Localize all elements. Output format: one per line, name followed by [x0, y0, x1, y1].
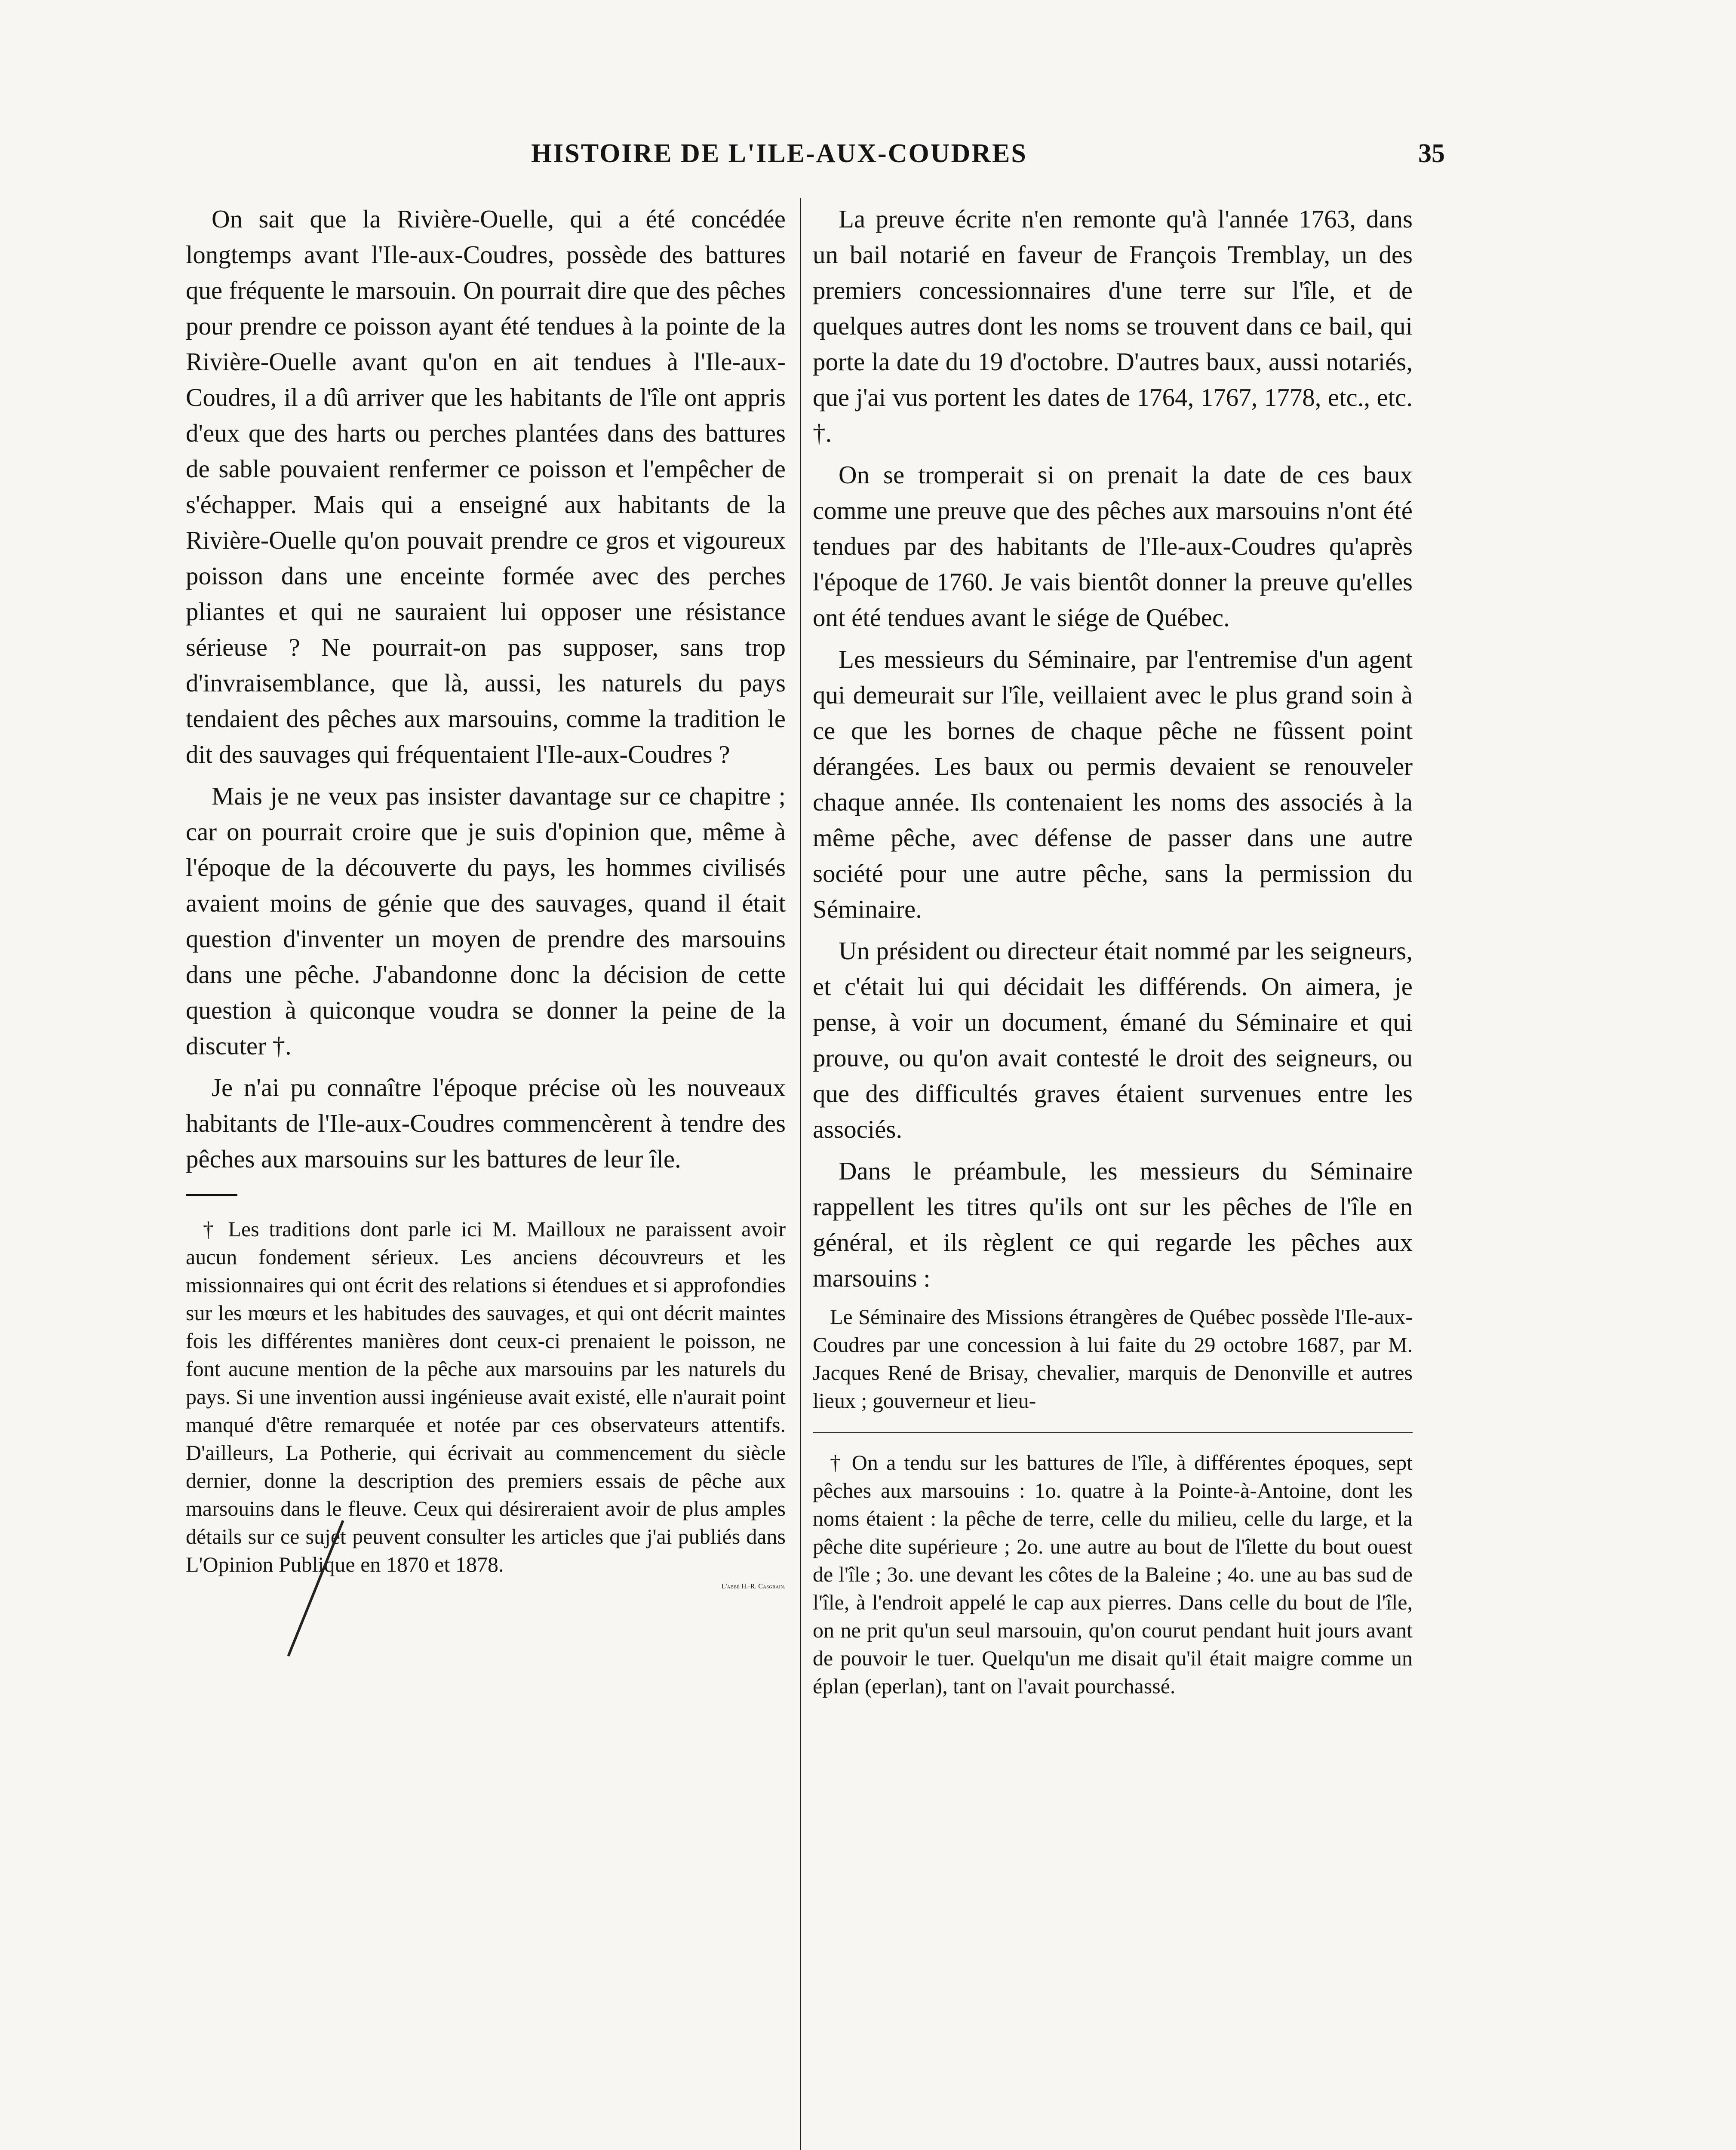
paragraph: Je n'ai pu connaître l'époque précise où les nouveaux habitants de l'Ile-aux-Coudres commencèrent à tendre des pêches aux marsouins sur les battures de leur île.: [186, 1073, 786, 1173]
paragraph: Un président ou directeur était nommé par les seigneurs, et c'était lui qui décidait les différends. On aimera, je pense, à voir un document, émané du Séminaire et qui prouve, ou qu'on avait contesté le droit des seigneurs, ou que des difficultés graves étaient survenues entre les associés.: [813, 937, 1413, 1143]
quoted-document: [813, 1303, 1413, 1415]
footnote-text: † On a tendu sur les battures de l'île, à différentes époques, sept pêches aux marsouins : 1o. quatre à la Pointe-à-Antoine, dont les noms étaient : la pêche de terre, celle du milieu, celle du large, et la pêche dite supérieure ; 2o. une autre au bout de l'îlette du bout ouest de l'île ; 3o. une devant les côtes de la Baleine ; 4o. une au bas sud de l'île, à l'endroit appelé le cap aux pierres. Dans celle du bout de l'île, on ne prit qu'un seul marsouin, qu'on courut pendant huit jours avant de pouvoir le tuer. Quelqu'un me disait qu'il était maigre comme un éplan (eperlan), tant on l'avait pourchassé.: [813, 1450, 1413, 1698]
left-footnote: [186, 1215, 786, 1591]
footnote-signature: L'abbé H.-R. Casgrain.: [721, 1583, 786, 1590]
right-footnote: [813, 1449, 1413, 1700]
footnote-separator: [186, 1194, 237, 1196]
page-number: 35: [1418, 139, 1445, 168]
right-column: [813, 201, 1413, 1705]
paragraph: Les messieurs du Séminaire, par l'entremise d'un agent qui demeurait sur l'île, veillaient avec le plus grand soin à ce que les bornes de chaque pêche ne fûssent point dérangées. Les baux ou permis devaient se renouveler chaque année. Ils contenaient les noms des associés à la même pêche, avec défense de passer dans une autre société pour une autre pêche, sans la permission du Séminaire.: [813, 645, 1413, 923]
paragraph: On sait que la Rivière-Ouelle, qui a été concédée longtemps avant l'Ile-aux-Coudres, possède des battures que fréquente le marsouin. On pourrait dire que des pêches pour prendre ce poisson ayant été tendues à la pointe de la Rivière-Ouelle avant qu'on en ait tendues à l'Ile-aux-Coudres, il a dû arriver que les habitants de l'île ont appris d'eux que des harts ou perches plantées dans des battures de sable pouvaient renfermer ce poisson et l'empêcher de s'échapper. Mais qui a enseigné aux habitants de la Rivière-Ouelle qu'on pouvait prendre ce gros et vigoureux poisson dans une enceinte formée avec des perches pliantes et qui ne sauraient lui opposer une résistance sérieuse ? Ne pourrait-on pas supposer, sans trop d'invraisemblance, que là, aussi, les naturels du pays tendaient des pêches aux marsouins, comme la tradition le dit des sauvages qui fréquentaient l'Ile-aux-Coudres ?: [186, 205, 786, 768]
running-header: [185, 138, 1445, 177]
right-body: [813, 201, 1413, 1296]
paragraph: On se tromperait si on prenait la date de ces baux comme une preuve que des pêches aux marsouins n'ont été tendues par des habitants de l'Ile-aux-Coudres qu'après l'époque de 1760. Je vais bientôt donner la preuve qu'elles ont été tendues avant le siége de Québec.: [813, 461, 1413, 632]
footnote-text: † Les traditions dont parle ici M. Mailloux ne paraissent avoir aucun fondement sérieux. Les anciens découvreurs et les missionnaires qui ont écrit des relations si étendues et si approfondies sur les mœurs et les habitudes des sauvages, et qui ont décrit maintes fois les différentes manières dont ceux-ci prenaient le poisson, ne font aucune mention de la pêche aux marsouins par les naturels du pays. Si une invention aussi ingénieuse avait existé, elle n'aurait point manqué d'être remarquée et notée par ces observateurs attentifs. D'ailleurs, La Potherie, qui écrivait au commencement du siècle dernier, donne la description des premiers essais de pêche aux marsouins dans le fleuve. Ceux qui désireraient avoir de plus amples détails sur ce sujet peuvent consulter les articles que j'ai publiés dans L'Opinion Publique en 1870 et 1878.: [186, 1217, 786, 1576]
left-column: [186, 201, 786, 1591]
quote-text: Le Séminaire des Missions étrangères de Québec possède l'Ile-aux-Coudres par une concession à lui faite du 29 octobre 1687, par M. Jacques René de Brisay, chevalier, marquis de Denonville et autres lieux ; gouverneur et lieu-: [813, 1305, 1413, 1413]
paragraph: Dans le préambule, les messieurs du Séminaire rappellent les titres qu'ils ont sur les pêches de l'île en général, et ils règlent ce qui regarde les pêches aux marsouins :: [813, 1157, 1413, 1292]
footnote-separator: [813, 1432, 1413, 1433]
paragraph: La preuve écrite n'en remonte qu'à l'année 1763, dans un bail notarié en faveur de François Tremblay, un des premiers concessionnaires d'une terre sur l'île, et de quelques autres dont les noms se trouvent dans ce bail, qui porte la date du 19 d'octobre. D'autres baux, aussi notariés, que j'ai vus portent les dates de 1764, 1767, 1778, etc., etc. †.: [813, 205, 1413, 447]
page-title: HISTOIRE DE L'ILE-AUX-COUDRES: [531, 139, 1027, 168]
paragraph: Mais je ne veux pas insister davantage sur ce chapitre ; car on pourrait croire que je suis d'opinion que, même à l'époque de la découverte du pays, les hommes civilisés avaient moins de génie que des sauvages, quand il était question d'inventer un moyen de prendre des marsouins dans une pêche. J'abandonne donc la décision de cette question à quiconque voudra se donner la peine de la discuter †.: [186, 782, 786, 1060]
left-body: [186, 201, 786, 1177]
column-divider: [800, 198, 801, 2150]
